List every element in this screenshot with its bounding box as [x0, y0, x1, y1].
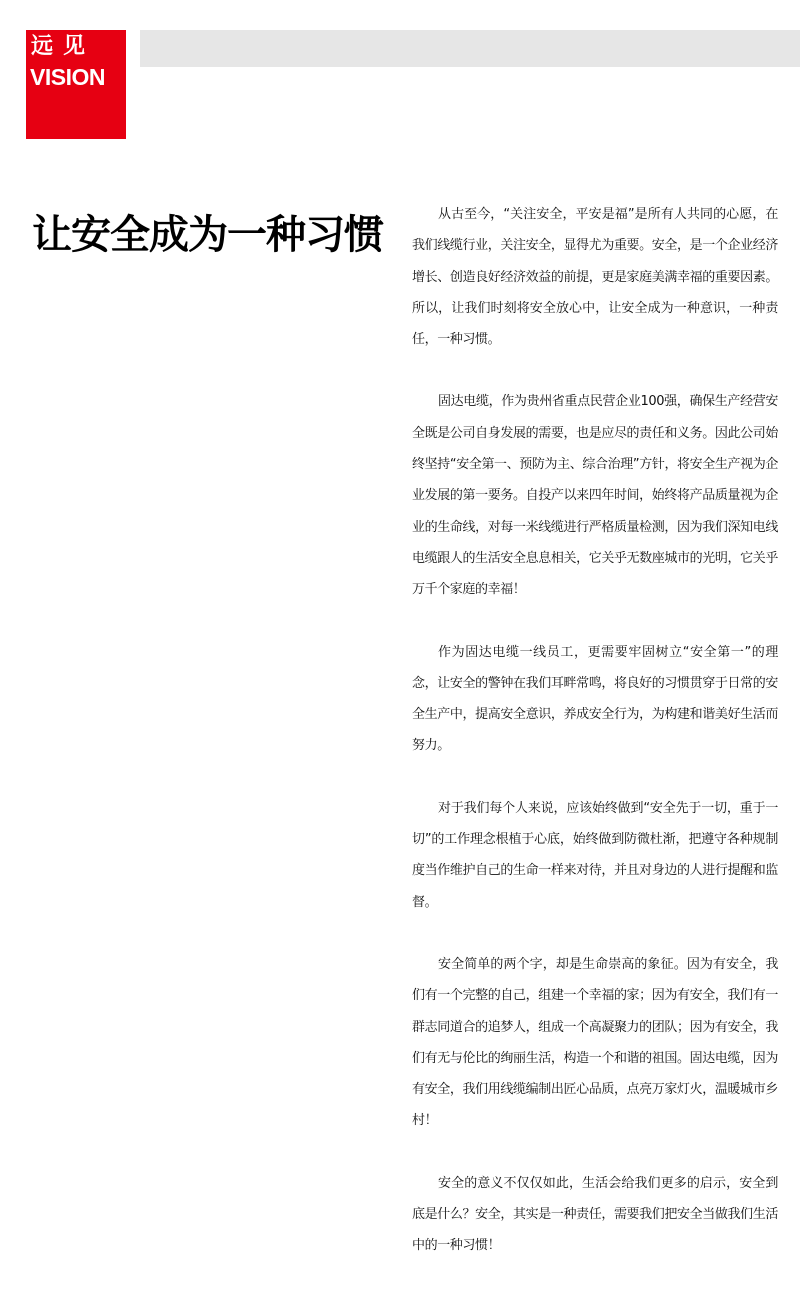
article-body	[412, 199, 778, 1293]
article-paragraph: 固达电缆，作为贵州省重点民营企业100强，确保生产经营安全既是公司自身发展的需要，也是应尽的责任和义务。因此公司始终坚持“安全第一、预防为主、综合治理”方针，将安全生产视为企业发展的第一要务。自投产以来四年时间，始终将产品质量视为企业的生命线，对每一米线缆进行严格质量检测，因为我们深知电线电缆跟人的生活安全息息相关，它关乎无数座城市的光明，它关乎万千个家庭的幸福！	[412, 394, 778, 598]
article-paragraph: 对于我们每个人来说，应该始终做到“安全先于一切，重于一切”的工作理念根植于心底，始终做到防微杜渐，把遵守各种规制度当作维护自己的生命一样来对待，并且对身边的人进行提醒和监督。	[412, 800, 778, 910]
badge-english-label: VISION	[30, 64, 105, 90]
article-paragraph: 安全简单的两个字，却是生命崇高的象征。因为有安全，我们有一个完整的自己，组建一个幸福的家；因为有安全，我们有一群志同道合的追梦人，组成一个高凝聚力的团队；因为有安全，我们有无与伦比的绚丽生活，构造一个和谐的祖国。固达电缆，因为有安全，我们用线缆编制出匠心品质，点亮万家灯火，温暖城市乡村！	[412, 956, 778, 1129]
section-badge	[26, 30, 126, 139]
article-paragraph: 从古至今，“关注安全，平安是福”是所有人共同的心愿，在我们线缆行业，关注安全，显得尤为重要。安全，是一个企业经济增长、创造良好经济效益的前提，更是家庭美满幸福的重要因素。所以，让我们时刻将安全放心中，让安全成为一种意识，一种责任，一种习惯。	[412, 207, 778, 348]
badge-chinese-label: 远见	[31, 34, 96, 59]
header-bar	[140, 30, 800, 67]
article-paragraph: 作为固达电缆一线员工，更需要牢固树立“安全第一”的理念，让安全的警钟在我们耳畔常鸣，将良好的习惯贯穿于日常的安全生产中，提高安全意识，养成安全行为，为构建和谐美好生活而努力。	[412, 644, 778, 754]
article-title: 让安全成为一种习惯	[32, 211, 383, 258]
article-paragraph: 安全的意义不仅仅如此，生活会给我们更多的启示，安全到底是什么？安全，其实是一种责任，需要我们把安全当做我们生活中的一种习惯！	[412, 1175, 778, 1254]
